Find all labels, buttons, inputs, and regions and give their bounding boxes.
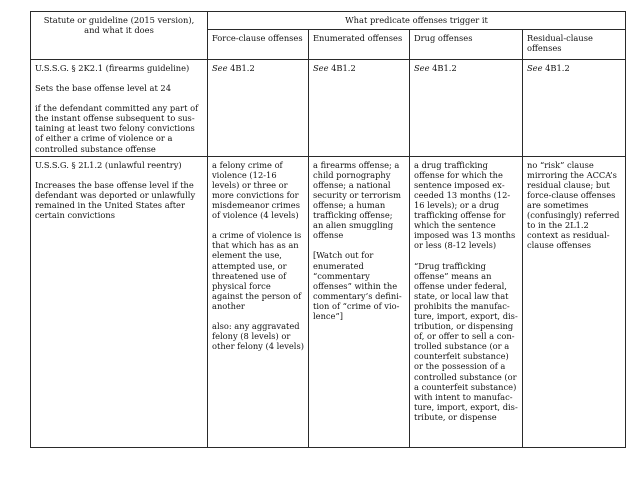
statute-title: U.S.S.G. § 2L1.2 (unlawful reentry) bbox=[35, 159, 182, 170]
drug-definition: “Drug trafficking offense” means an offense under federal, state, or local law that prohibits the manufacture, import, export, distribution, or dispensing of, or offer to sell a controlled substance (or a counterfeit substance) or the possession of a controlled substance (or a counterfeit substance) with intent to manufacture, import, export, distribute, or dispense bbox=[414, 260, 518, 422]
residual-clause-header: Residual-clause offenses bbox=[523, 30, 626, 60]
see-reference: 4B1.2 bbox=[331, 63, 356, 73]
enumerated-cell bbox=[309, 60, 410, 157]
see-word: See bbox=[414, 63, 430, 73]
residual-cell bbox=[523, 156, 626, 447]
statute-column-header: Statute or guideline (2015 version), and what it does bbox=[31, 12, 208, 60]
header-row bbox=[31, 12, 626, 30]
see-reference: 4B1.2 bbox=[230, 63, 255, 73]
drug-cell bbox=[410, 156, 523, 447]
statute-title: U.S.S.G. § 2K2.1 (firearms guideline) bbox=[35, 63, 190, 73]
table-row bbox=[31, 60, 626, 157]
statute-cell bbox=[31, 156, 208, 447]
drug-cell bbox=[410, 60, 523, 157]
see-word: See bbox=[212, 63, 228, 73]
statute-effect: Increases the base offense level if the defendant was deported or unlawfully remained in the United States after certain convictions bbox=[35, 179, 196, 221]
force-text: a felony crime of violence (12-16 levels) or three or more convictions for misdemeanor crimes of violence (4 levels) bbox=[212, 159, 300, 221]
drug-header: Drug offenses bbox=[410, 30, 523, 60]
force-clause-header: Force-clause offenses bbox=[208, 30, 309, 60]
statute-condition: if the defendant committed any part of the instant offense subsequent to sustaining at least two felony convictions of either a crime of violence or a controlled substance offense bbox=[35, 103, 199, 154]
residual-text: no “risk” clause mirroring the ACCA’s residual clause; but force-clause offenses are sometimes (confusingly) referred to in the 2L1.2 context as residual-clause offenses bbox=[527, 159, 620, 251]
see-word: See bbox=[527, 63, 543, 73]
enumerated-cell bbox=[309, 156, 410, 447]
table-row bbox=[31, 156, 626, 447]
statute-effect: Sets the base offense level at 24 bbox=[35, 83, 171, 94]
enumerated-note: [Watch out for enumerated “commentary offenses” within the commentary’s definition of “crime of violence”] bbox=[313, 250, 402, 321]
predicate-offenses-table bbox=[30, 11, 626, 448]
force-cell bbox=[208, 156, 309, 447]
force-also: also: any aggravated felony (8 levels) or other felony (4 levels) bbox=[212, 320, 304, 352]
see-reference: 4B1.2 bbox=[545, 63, 570, 73]
statute-cell bbox=[31, 60, 208, 157]
see-word: See bbox=[313, 63, 329, 73]
see-reference: 4B1.2 bbox=[432, 63, 457, 73]
drug-text: a drug trafficking offense for which the sentence imposed exceeded 13 months (12-16 levels); or a drug trafficking offense for which the sentence imposed was 13 months or less (8-12 levels) bbox=[414, 159, 516, 251]
enumerated-text: a firearms offense; a child pornography offense; a national security or terrorism offense; a human trafficking offense; an alien smuggling offense bbox=[313, 159, 401, 241]
enumerated-header: Enumerated offenses bbox=[309, 30, 410, 60]
force-definition: a crime of violence is that which has as an element the use, attempted use, or threatened use of physical force against the person of another bbox=[212, 230, 302, 311]
force-cell bbox=[208, 60, 309, 157]
residual-cell bbox=[523, 60, 626, 157]
predicate-group-header: What predicate offenses trigger it bbox=[208, 12, 626, 30]
